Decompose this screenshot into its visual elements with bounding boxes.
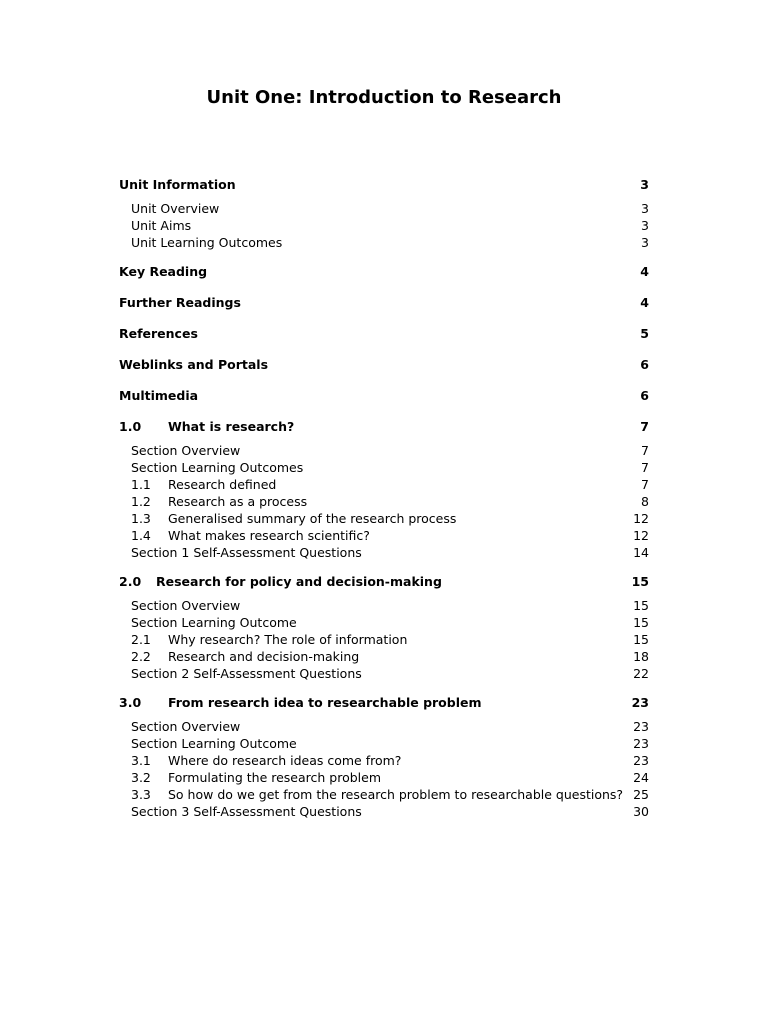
toc-heading-page: 6 — [640, 388, 649, 403]
table-of-contents — [119, 176, 649, 820]
toc-item — [119, 459, 649, 476]
toc-heading-page: 6 — [640, 357, 649, 372]
toc-heading-label: References — [119, 326, 198, 341]
toc-heading-label: Multimedia — [119, 388, 199, 403]
toc-heading-label: From research idea to researchable problem — [168, 695, 482, 710]
toc-heading-page: 3 — [640, 177, 649, 192]
toc-item — [119, 769, 649, 786]
toc-item-number: 1.3 — [131, 511, 151, 526]
toc-item-page: 12 — [633, 511, 649, 526]
toc-item — [119, 735, 649, 752]
toc-item-page: 7 — [641, 477, 649, 492]
toc-item — [119, 631, 649, 648]
toc-item-label: Section 2 Self-Assessment Questions — [131, 666, 362, 681]
toc-heading-references — [119, 325, 649, 343]
toc-sublist — [119, 200, 649, 251]
toc-item — [119, 665, 649, 682]
toc-item — [119, 614, 649, 631]
toc-item-page: 23 — [633, 719, 649, 734]
toc-item-page: 23 — [633, 753, 649, 768]
toc-item — [119, 597, 649, 614]
toc-item-number: 1.2 — [131, 494, 151, 509]
toc-heading-label: What is research? — [168, 419, 295, 434]
toc-item-label: Where do research ideas come from? — [168, 753, 402, 768]
toc-item — [119, 648, 649, 665]
toc-item-page: 22 — [633, 666, 649, 681]
toc-item-label: Section Overview — [131, 598, 241, 613]
toc-item-page: 7 — [641, 460, 649, 475]
toc-item-label: Generalised summary of the research process — [168, 511, 457, 526]
toc-item-number: 1.1 — [131, 477, 151, 492]
toc-heading-key-reading — [119, 263, 649, 281]
toc-item-label: What makes research scientific? — [168, 528, 370, 543]
toc-item — [119, 527, 649, 544]
toc-sublist — [119, 442, 649, 561]
toc-item-page: 30 — [633, 804, 649, 819]
toc-heading-page: 4 — [640, 264, 649, 279]
toc-item-label: Section Learning Outcome — [131, 615, 297, 630]
toc-item — [119, 234, 649, 251]
toc-item-page: 14 — [633, 545, 649, 560]
toc-heading-label: Unit Information — [119, 177, 236, 192]
toc-item-page: 15 — [633, 615, 649, 630]
toc-item-number: 2.1 — [131, 632, 151, 647]
toc-heading-page: 23 — [631, 695, 649, 710]
toc-item-number: 3.1 — [131, 753, 151, 768]
toc-heading-weblinks — [119, 356, 649, 374]
toc-item-label: Section 1 Self-Assessment Questions — [131, 545, 362, 560]
toc-sublist — [119, 718, 649, 820]
toc-item — [119, 442, 649, 459]
toc-item — [119, 493, 649, 510]
toc-heading-page: 5 — [640, 326, 649, 341]
toc-item-label: Section Overview — [131, 719, 241, 734]
toc-item-number: 2.2 — [131, 649, 151, 664]
toc-sublist — [119, 597, 649, 682]
toc-section-number: 3.0 — [119, 695, 142, 710]
toc-item-label: Section Learning Outcomes — [131, 460, 304, 475]
toc-item — [119, 217, 649, 234]
toc-item-page: 23 — [633, 736, 649, 751]
toc-item — [119, 476, 649, 493]
toc-item-number: 3.3 — [131, 787, 151, 802]
toc-item-page: 12 — [633, 528, 649, 543]
toc-heading-further-readings — [119, 294, 649, 312]
toc-item-number: 3.2 — [131, 770, 151, 785]
toc-item-label: Formulating the research problem — [168, 770, 382, 785]
toc-item-label: So how do we get from the research problem to researchable questions? — [168, 787, 624, 802]
toc-heading-label: Key Reading — [119, 264, 208, 279]
toc-heading-label: Further Readings — [119, 295, 241, 310]
toc-item — [119, 510, 649, 527]
toc-heading-section-3 — [119, 694, 649, 712]
page-title: Unit One: Introduction to Research — [206, 87, 562, 108]
toc-item-label: Research as a process — [168, 494, 308, 509]
toc-item-page: 7 — [641, 443, 649, 458]
toc-item-label: Unit Learning Outcomes — [131, 235, 283, 250]
toc-item — [119, 803, 649, 820]
toc-item — [119, 544, 649, 561]
toc-item-label: Research defined — [168, 477, 277, 492]
toc-heading-page: 7 — [640, 419, 649, 434]
toc-item-page: 15 — [633, 598, 649, 613]
toc-heading-section-1 — [119, 418, 649, 436]
toc-item — [119, 718, 649, 735]
toc-item-label: Research and decision-making — [168, 649, 360, 664]
toc-item — [119, 752, 649, 769]
toc-item-label: Section Overview — [131, 443, 241, 458]
toc-heading-page: 15 — [631, 574, 649, 589]
toc-item-label: Section 3 Self-Assessment Questions — [131, 804, 362, 819]
toc-heading-label: Weblinks and Portals — [119, 357, 269, 372]
toc-item-page: 15 — [633, 632, 649, 647]
toc-item-label: Unit Overview — [131, 201, 220, 216]
toc-item-page: 3 — [641, 218, 649, 233]
toc-item — [119, 786, 649, 803]
toc-item-page: 24 — [633, 770, 649, 785]
toc-item-page: 18 — [633, 649, 649, 664]
toc-item-page: 3 — [641, 235, 649, 250]
toc-heading-section-2 — [119, 573, 649, 591]
toc-item-label: Unit Aims — [131, 218, 192, 233]
toc-heading-unit-information — [119, 176, 649, 194]
toc-item-label: Why research? The role of information — [168, 632, 408, 647]
toc-item-number: 1.4 — [131, 528, 151, 543]
toc-heading-multimedia — [119, 387, 649, 405]
toc-section-number: 2.0 — [119, 574, 142, 589]
toc-heading-label: Research for policy and decision-making — [156, 574, 442, 589]
toc-item-page: 3 — [641, 201, 649, 216]
toc-item-page: 25 — [633, 787, 649, 802]
toc-item-page: 8 — [641, 494, 649, 509]
toc-section-number: 1.0 — [119, 419, 142, 434]
toc-heading-page: 4 — [640, 295, 649, 310]
toc-item-label: Section Learning Outcome — [131, 736, 297, 751]
toc-item — [119, 200, 649, 217]
